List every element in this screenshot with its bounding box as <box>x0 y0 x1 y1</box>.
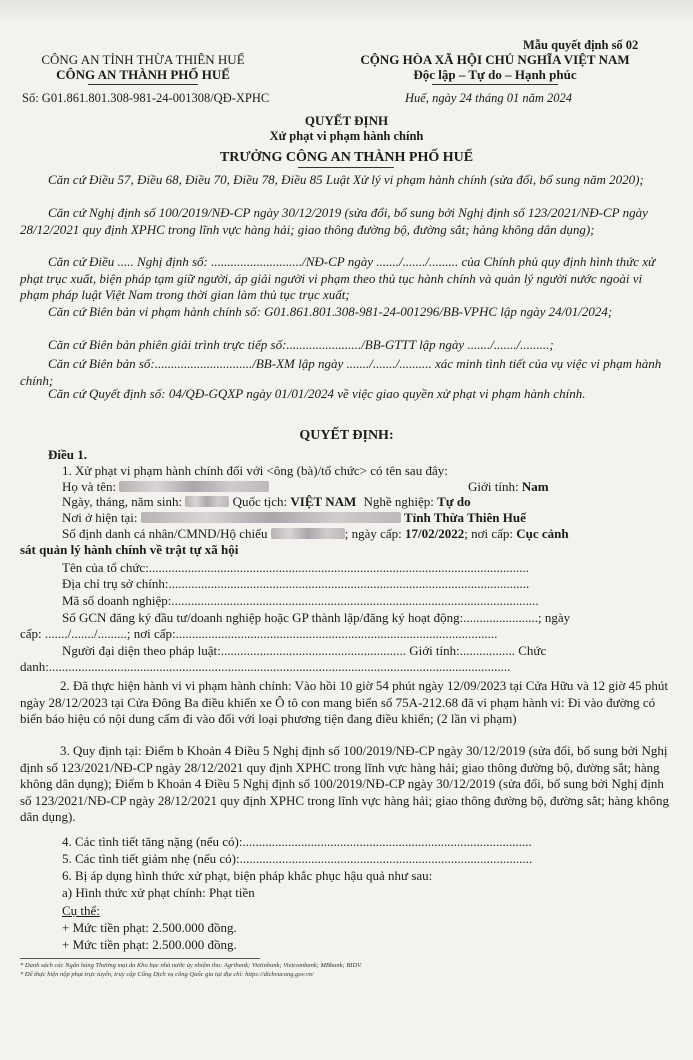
agency-underline <box>88 84 198 85</box>
nationality-value: VIỆT NAM <box>290 494 357 509</box>
form-number: Mẫu quyết định số 02 <box>523 38 639 52</box>
id-label: Số định danh cá nhân/CMND/Hộ chiếu <box>62 526 268 541</box>
dob-label: Ngày, tháng, năm sinh: <box>62 494 183 509</box>
document-number: Số: G01.861.801.308-981-24-001308/QĐ-XPHC <box>22 91 270 105</box>
item-1: 1. Xử phạt vi phạm hành chính đối với <ông (bà)/tổ chức> có tên sau đây: <box>62 463 448 478</box>
decision-heading: QUYẾT ĐỊNH: <box>299 428 394 443</box>
document-subtitle: Xử phạt vi phạm hành chính <box>269 129 424 143</box>
basis-1: Căn cứ Điều 57, Điều 68, Điều 70, Điều 78, Điều 85 Luật Xử lý vi phạm hành chính (sửa đổi, bổ sung năm 2020); <box>48 172 644 187</box>
residence-province: Tỉnh Thừa Thiên Huế <box>404 510 526 525</box>
basis-3: Căn cứ Điều ..... Nghị định số: ............................/NĐ-CP ngày ......./......./......... của Chính phủ quy định hình thức xử phạt trục xuất, biện pháp tạm giữ người, áp giải người vi phạm theo thủ tục hành chính và quản lý người nước ngoài vi phạm pháp luật Việt Nam trong thời gian làm thủ tục trục xuất; <box>20 254 656 302</box>
org-name-line: Tên của tổ chức:..................................................................................................................... <box>62 560 530 575</box>
basis-4: Căn cứ Biên bản vi phạm hành chính số: G01.861.801.308-981-24-001296/BB-VPHC lập ngày 24/01/2024; <box>48 304 613 319</box>
item-2: 2. Đã thực hiện hành vi vi phạm hành chính: Vào hồi 10 giờ 54 phút ngày 12/09/2023 tại Cửa Hữu và 12 giờ 45 phút ngày 28/12/2023 tại Cửa Đông Ba điều khiển xe Ô tô con mang biển số 75A-212.68 đã vi phạm hành vi: Đi vào đường có biển báo hiệu có nội dung cấm đi vào đối với loại phương tiện đang điều khiển; (2 lần vi phạm) <box>20 678 669 726</box>
item-5: 5. Các tình tiết giảm nhẹ (nếu có):.......................................................................................... <box>62 851 533 866</box>
item-6: 6. Bị áp dụng hình thức xử phạt, biện pháp khắc phục hậu quả như sau: <box>62 868 433 883</box>
dob-redacted <box>185 496 229 507</box>
job-label: Nghề nghiệp: <box>363 494 434 509</box>
id-issue-date: 17/02/2022 <box>405 526 465 541</box>
authority-underline <box>298 167 394 168</box>
basis-6: Căn cứ Biên bản số:............................../BB-XM lập ngày ......./......./.......... xác minh tình tiết của vụ việc vi phạm hành chính; <box>20 356 662 388</box>
basis-5: Căn cứ Biên bản phiên giải trình trực tiếp số:......................./BB-GTTT lập ngày ......./......./.........; <box>48 337 554 352</box>
place-date: Huế, ngày 24 tháng 01 năm 2024 <box>405 91 572 105</box>
fine-2: + Mức tiền phạt: 2.500.000 đồng. <box>62 937 237 952</box>
name-label: Họ và tên: <box>62 479 117 494</box>
country-motto: Độc lập – Tự do – Hạnh phúc <box>413 67 577 82</box>
document-title: QUYẾT ĐỊNH <box>304 113 389 128</box>
id-redacted <box>271 528 345 539</box>
basis-7: Căn cứ Quyết định số: 04/QĐ-GQXP ngày 01/01/2024 về việc giao quyền xử phạt vi phạm hành chính. <box>48 386 586 401</box>
gcn-line-1: Số GCN đăng ký đầu tư/doanh nghiệp hoặc GP thành lập/đăng ký hoạt động:.......................; ngày <box>62 610 571 625</box>
gender-label: Giới tính: <box>468 479 519 494</box>
representative-line-2: danh:.............................................................................................................................................. <box>20 659 511 674</box>
basis-2: Căn cứ Nghị định số 100/2019/NĐ-CP ngày 30/12/2019 (sửa đổi, bổ sung bởi Nghị định số 123/2021/NĐ-CP ngày 28/12/2021 quy định XPHC trong lĩnh vực hàng hải; giao thông đường bộ, đường sắt; hàng không dân dụng); <box>20 205 648 237</box>
residence-redacted <box>141 512 401 523</box>
item-6a: a) Hình thức xử phạt chính: Phạt tiền <box>62 885 255 900</box>
id-issue-label: ; ngày cấp: <box>344 526 402 541</box>
article-1: Điều 1. <box>48 447 87 462</box>
footnote-2: * Để thực hiện nộp phạt trực tuyến, truy cập Cổng Dịch vụ công Quốc gia tại địa chỉ: https://dichvucong.gov.vn/ <box>20 971 314 978</box>
item-4: 4. Các tình tiết tăng nặng (nếu có):......................................................................................... <box>62 834 532 849</box>
id-place-label: ; nơi cấp: <box>464 526 513 541</box>
country-name: CỘNG HÒA XÃ HỘI CHỦ NGHĨA VIỆT NAM <box>360 52 630 67</box>
tax-code-line: Mã số doanh nghiệp:................................................................................................................. <box>62 593 539 608</box>
nationality-label: Quốc tịch: <box>232 494 288 509</box>
residence-label: Nơi ở hiện tại: <box>62 510 138 525</box>
fine-1: + Mức tiền phạt: 2.500.000 đồng. <box>62 920 237 935</box>
name-redacted <box>119 481 269 492</box>
agency-parent: CÔNG AN TỈNH THỪA THIÊN HUẾ <box>41 52 245 67</box>
motto-underline <box>432 84 558 85</box>
id-place-value-1: Cục cảnh <box>516 526 569 541</box>
org-address-line: Địa chỉ trụ sở chính:............................................................................................................... <box>62 576 530 591</box>
item-3: 3. Quy định tại: Điểm b Khoản 4 Điều 5 Nghị định số 100/2019/NĐ-CP ngày 30/12/2019 (sửa đổi, bổ sung bởi Nghị định số 123/2021/NĐ-CP ngày 28/12/2021 quy định XPHC trong lĩnh vực hàng hải; giao thông đường bộ, đường sắt; hàng không dân dụng); Điểm b Khoản 4 Điều 5 Nghị định số 100/2019/NĐ-CP ngày 30/12/2019 (sửa đổi, bổ sung bởi Nghị định số 123/2021/NĐ-CP ngày 28/12/2021 quy định XPHC trong lĩnh vực hàng hải; giao thông đường bộ, đường sắt; hàng không dân dụng). <box>20 743 669 824</box>
gender-value: Nam <box>521 479 549 494</box>
id-place-value-2: sát quản lý hành chính về trật tự xã hội <box>20 542 239 557</box>
representative-line-1: Người đại diện theo pháp luật:......................................................... Giới tính:................. Chức <box>62 643 547 658</box>
issuing-authority: TRƯỞNG CÔNG AN THÀNH PHỐ HUẾ <box>219 150 474 165</box>
job-value: Tự do <box>437 494 471 509</box>
footnote-divider <box>20 958 260 959</box>
agency-name: CÔNG AN THÀNH PHỐ HUẾ <box>56 67 230 82</box>
top-shadow <box>0 0 693 22</box>
specific-label: Cụ thể: <box>62 903 100 918</box>
gcn-line-2: cấp: ......./......./.........; nơi cấp:................................................................................................... <box>20 626 498 641</box>
footnote-1: * Danh sách các Ngân hàng Thương mại do Kho bạc nhà nước ủy nhiệm thu: Agribank; Vietinbank; Vietcombank; MBbank; BIDV. <box>20 962 362 969</box>
